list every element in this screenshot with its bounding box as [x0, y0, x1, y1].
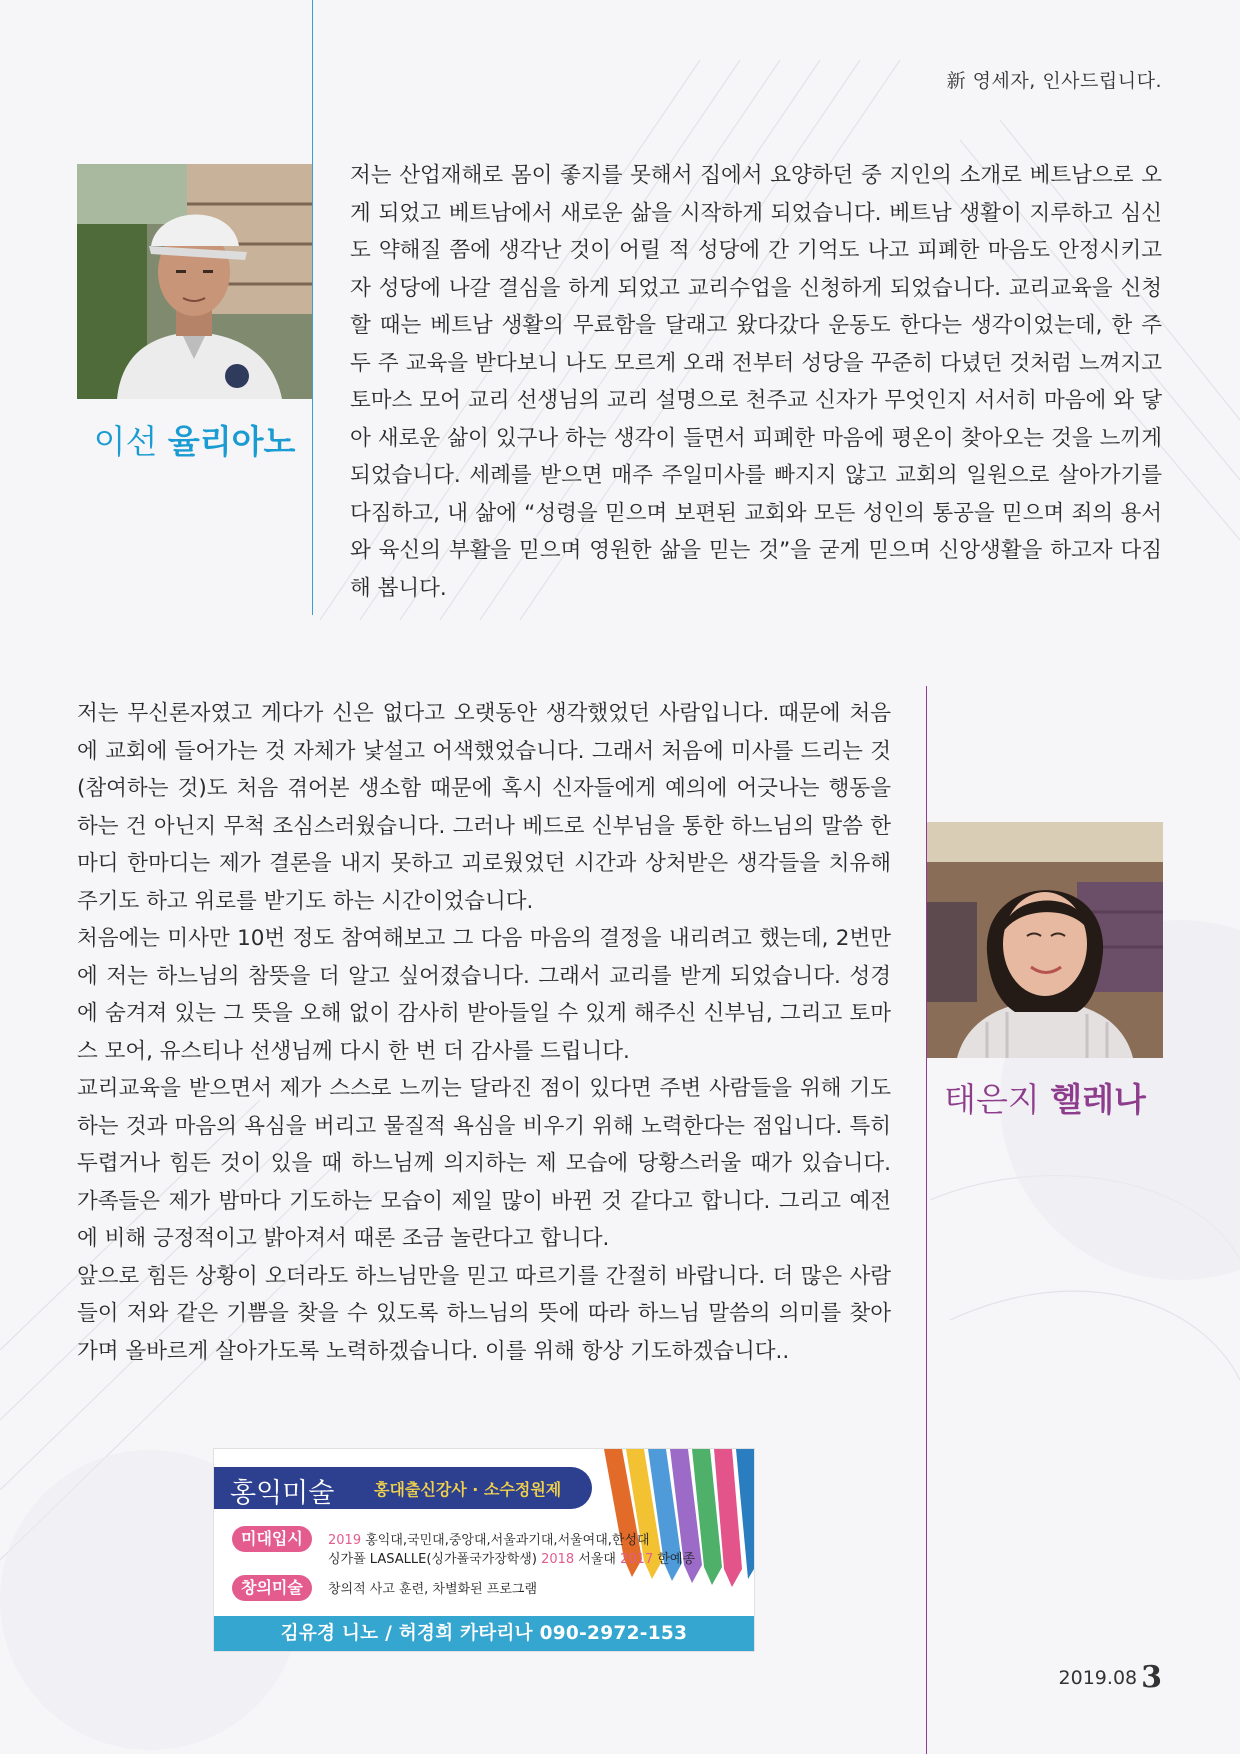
- paragraph: 교리교육을 받으면서 제가 스스로 느끼는 달라진 점이 있다면 주변 사람들을 위해 기도하는 것과 마음의 욕심을 버리고 물질적 욕심을 비우기 위해 노력한다는 점입니다. 특히 두렵거나 힘든 것이 있을 때 하느님께 의지하는 제 모습에 당황스러울 때가 있습니다. 가족들은 제가 밤마다 기도하는 모습이 제일 많이 바뀐 것 같다고 합니다. 그리고 예전에 비해 긍정적이고 밝아져서 때론 조금 놀란다고 합니다.: [77, 1076, 891, 1251]
- person-name-plain: 이선: [93, 422, 168, 461]
- person-name-julian: [77, 416, 312, 463]
- person-name-bold: 헬레나: [1050, 1080, 1146, 1119]
- ad-year: 2017: [620, 1552, 654, 1567]
- person-name-helena: [927, 1074, 1163, 1121]
- ad-year: 2018: [541, 1552, 575, 1567]
- testimony-text-julian: [350, 157, 1162, 607]
- ad-text: 홍익대,국민대,중앙대,서울과기대,서울여대,한성대: [361, 1533, 650, 1548]
- issue-date: 2019.08: [1058, 1667, 1138, 1689]
- paragraph: 저는 산업재해로 몸이 좋지를 못해서 집에서 요양하던 중 지인의 소개로 베트남으로 오게 되었고 베트남에서 새로운 삶을 시작하게 되었습니다. 베트남 생활이 지루하고 심신도 약해질 쯤에 생각난 것이 어릴 적 성당에 간 기억도 나고 피폐한 마음도 안정시키고자 성당에 나갈 결심을 하게 되었고 교리수업을 신청하게 되었습니다. 교리교육을 신청할 때는 베트남 생활의 무료함을 달래고 왔다갔다 운동도 한다는 생각이었는데, 한 주 두 주 교육을 받다보니 나도 모르게 오래 전부터 성당을 꾸준히 다녔던 것처럼 느껴지고 토마스 모어 교리 선생님의 교리 설명으로 천주교 신자가 무엇인지 서서히 마음에 와 닿아 새로운 삶이 있구나 하는 생각이 들면서 피폐한 마음에 평온이 찾아오는 것을 느끼게 되었습니다. 세례를 받으면 매주 주일미사를 빠지지 않고 교회의 일원으로 살아가기를 다짐하고, 내 삶에 “성령을 믿으며 보편된 교회와 모든 성인의 통공을 믿으며 죄의 용서와 육신의 부활을 믿으며 영원한 삶을 믿는 것”을 굳게 믿으며 신앙생활을 하고자 다짐해 봅니다.: [350, 163, 1162, 601]
- person-name-bold: 율리아노: [167, 422, 296, 461]
- ad-title: 홍익미술: [230, 1478, 335, 1509]
- divider-line-blue: [312, 0, 313, 615]
- page-folio: [1059, 1660, 1162, 1695]
- person-name-plain: 태은지: [944, 1080, 1051, 1119]
- ad-line-results-1: [328, 1529, 650, 1548]
- paragraph: 처음에는 미사만 10번 정도 참여해보고 그 다음 마음의 결정을 내리려고 했는데, 2번만에 저는 하느님의 참뜻을 더 알고 싶어졌습니다. 그래서 교리를 받게 되었습니다. 성경에 숨겨져 있는 그 뜻을 오해 없이 감사히 받아들일 수 있게 해주신 신부님, 그리고 토마스 모어, 유스티나 선생님께 다시 한 번 더 감사를 드립니다.: [77, 926, 891, 1064]
- ad-text: 싱가폴 LASALLE(싱가폴국가장학생): [328, 1552, 542, 1567]
- ad-tag-creative: 창의미술: [232, 1575, 312, 1601]
- page-number: 3: [1141, 1660, 1162, 1695]
- ad-text: 서울대: [574, 1552, 621, 1567]
- testimony-text-helena: [77, 695, 891, 1370]
- ad-header: [214, 1467, 592, 1509]
- advertisement-banner: [214, 1449, 754, 1651]
- ad-year: 2019: [328, 1533, 362, 1548]
- portrait-photo-julian: [77, 164, 312, 399]
- ad-subtitle: 홍대출신강사 · 소수정원제: [374, 1480, 562, 1499]
- ad-tag-admission: 미대입시: [232, 1526, 312, 1552]
- ad-contact-footer: 김유경 니노 / 허경희 카타리나 090-2972-153: [214, 1616, 754, 1651]
- ad-line-creative: 창의적 사고 훈련, 차별화된 프로그램: [328, 1582, 538, 1597]
- ad-line-results-2: [328, 1548, 695, 1567]
- paragraph: 저는 무신론자였고 게다가 신은 없다고 오랫동안 생각했었던 사람입니다. 때문에 처음에 교회에 들어가는 것 자체가 낯설고 어색했었습니다. 그래서 처음에 미사를 드리는 것(참여하는 것)도 처음 겪어본 생소함 때문에 혹시 신자들에게 예의에 어긋나는 행동을 하는 건 아닌지 무척 조심스러웠습니다. 그러나 베드로 신부님을 통한 하느님의 말씀 한마디 한마디는 제가 결론을 내지 못하고 괴로웠었던 시간과 상처받은 생각들을 치유해 주기도 하고 위로를 받기도 하는 시간이었습니다.: [77, 701, 891, 914]
- portrait-photo-helena: [927, 822, 1163, 1058]
- ad-text: 한예종: [653, 1552, 696, 1567]
- page-title: 新 영세자, 인사드립니다.: [946, 70, 1162, 92]
- paragraph: 앞으로 힘든 상황이 오더라도 하느님만을 믿고 따르기를 간절히 바랍니다. 더 많은 사람들이 저와 같은 기쁨을 찾을 수 있도록 하느님의 뜻에 따라 하느님 말씀의 의미를 찾아가며 올바르게 살아가도록 노력하겠습니다. 이를 위해 항상 기도하겠습니다..: [77, 1263, 891, 1364]
